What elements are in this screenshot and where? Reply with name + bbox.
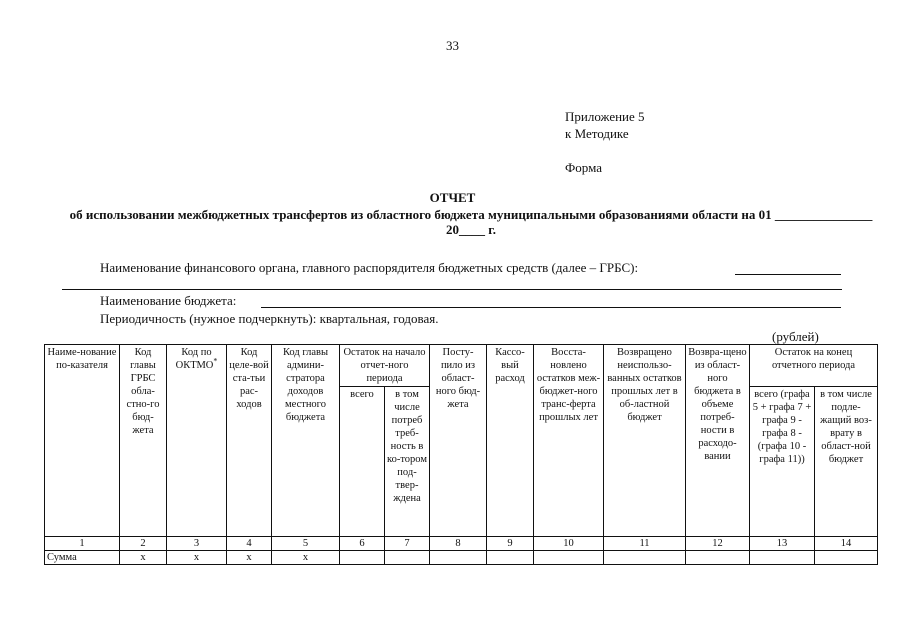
col-header-opening-balance: Остаток на начало отчет-ного периода xyxy=(340,345,430,387)
units-label: (рублей) xyxy=(772,329,819,344)
column-number: 3 xyxy=(167,537,227,551)
report-subtitle: об использовании межбюджетных трансфертов из областного бюджета муниципальными образованиями области на 01 _______________ 20____ г. xyxy=(69,207,873,237)
oktmo-label: Код по ОКТМО xyxy=(175,347,214,371)
report-title: ОТЧЕТ xyxy=(429,190,476,205)
column-number: 10 xyxy=(534,537,604,551)
column-number: 1 xyxy=(45,537,120,551)
col-header-returned-from-region: Возвра-щено из област-ного бюджета в объеме потреб-ности в расходо-вании xyxy=(686,345,750,537)
sum-cell: х xyxy=(167,551,227,565)
sum-cell: х xyxy=(272,551,340,565)
appendix-line: Приложение 5 xyxy=(565,109,645,124)
column-number: 9 xyxy=(487,537,534,551)
col-subheader-closing-to-return: в том числе подле-жащий воз-врату в област-ной бюджет xyxy=(815,387,878,537)
col-header-restored: Восста-новлено остатков меж-бюджет-ного транс-ферта прошлых лет xyxy=(534,345,604,537)
column-number: 11 xyxy=(604,537,686,551)
column-number: 2 xyxy=(120,537,167,551)
appendix-block xyxy=(565,108,645,142)
col-subheader-closing-total: всего (графа 5 + графа 7 + графа 9 - графа 8 - (графа 10 - графа 11)) xyxy=(750,387,815,537)
col-header-closing-balance: Остаток на конец отчетного периода xyxy=(750,345,878,387)
column-number: 13 xyxy=(750,537,815,551)
sum-cell xyxy=(604,551,686,565)
sum-cell xyxy=(430,551,487,565)
column-number: 12 xyxy=(686,537,750,551)
footnote-mark: * xyxy=(213,356,218,366)
periodicity-label: Периодичность (нужное подчеркнуть): квартальная, годовая. xyxy=(100,311,439,326)
form-label: Форма xyxy=(565,160,602,175)
header-row xyxy=(45,345,878,387)
fin-organ-fill-line xyxy=(735,274,841,275)
col-header-returned-unused: Возвращено неиспользо-ванных остатков прошлых лет в об-ластной бюджет xyxy=(604,345,686,537)
sum-cell xyxy=(487,551,534,565)
column-number: 5 xyxy=(272,537,340,551)
sum-cell xyxy=(686,551,750,565)
col-header-cash-expense: Кассо-вый расход xyxy=(487,345,534,537)
col-header-grbs-code: Код главы ГРБС обла-стно-го бюд-жета xyxy=(120,345,167,537)
budget-label: Наименование бюджета: xyxy=(100,293,237,308)
column-number: 4 xyxy=(227,537,272,551)
column-number: 8 xyxy=(430,537,487,551)
sum-cell xyxy=(385,551,430,565)
fin-organ-label: Наименование финансового органа, главного распорядителя бюджетных средств (далее – ГРБС): xyxy=(100,260,639,275)
col-subheader-opening-total: всего xyxy=(340,387,385,537)
col-header-admin-code: Код главы админи-стратора доходов местного бюджета xyxy=(272,345,340,537)
fin-organ-continuation-line xyxy=(62,289,842,290)
col-header-indicator: Наиме-нование по-казателя xyxy=(45,345,120,537)
col-header-received: Посту-пило из област-ного бюд-жета xyxy=(430,345,487,537)
report-table xyxy=(44,344,878,565)
sum-cell: х xyxy=(120,551,167,565)
column-number: 14 xyxy=(815,537,878,551)
page-number: 33 xyxy=(446,38,459,53)
sum-cell xyxy=(815,551,878,565)
sum-label: Сумма xyxy=(45,551,120,565)
sum-cell: х xyxy=(227,551,272,565)
column-number-row xyxy=(45,537,878,551)
appendix-line: к Методике xyxy=(565,126,629,141)
col-subheader-opening-confirmed: в том числе потреб треб-ность в ко-тором под-твер-ждена xyxy=(385,387,430,537)
column-number: 6 xyxy=(340,537,385,551)
sum-cell xyxy=(750,551,815,565)
column-number: 7 xyxy=(385,537,430,551)
col-header-oktmo xyxy=(167,345,227,537)
sum-cell xyxy=(534,551,604,565)
budget-fill-line xyxy=(261,307,841,308)
sum-row xyxy=(45,551,878,565)
sum-cell xyxy=(340,551,385,565)
col-header-target-item: Код целе-вой ста-тьи рас-ходов xyxy=(227,345,272,537)
